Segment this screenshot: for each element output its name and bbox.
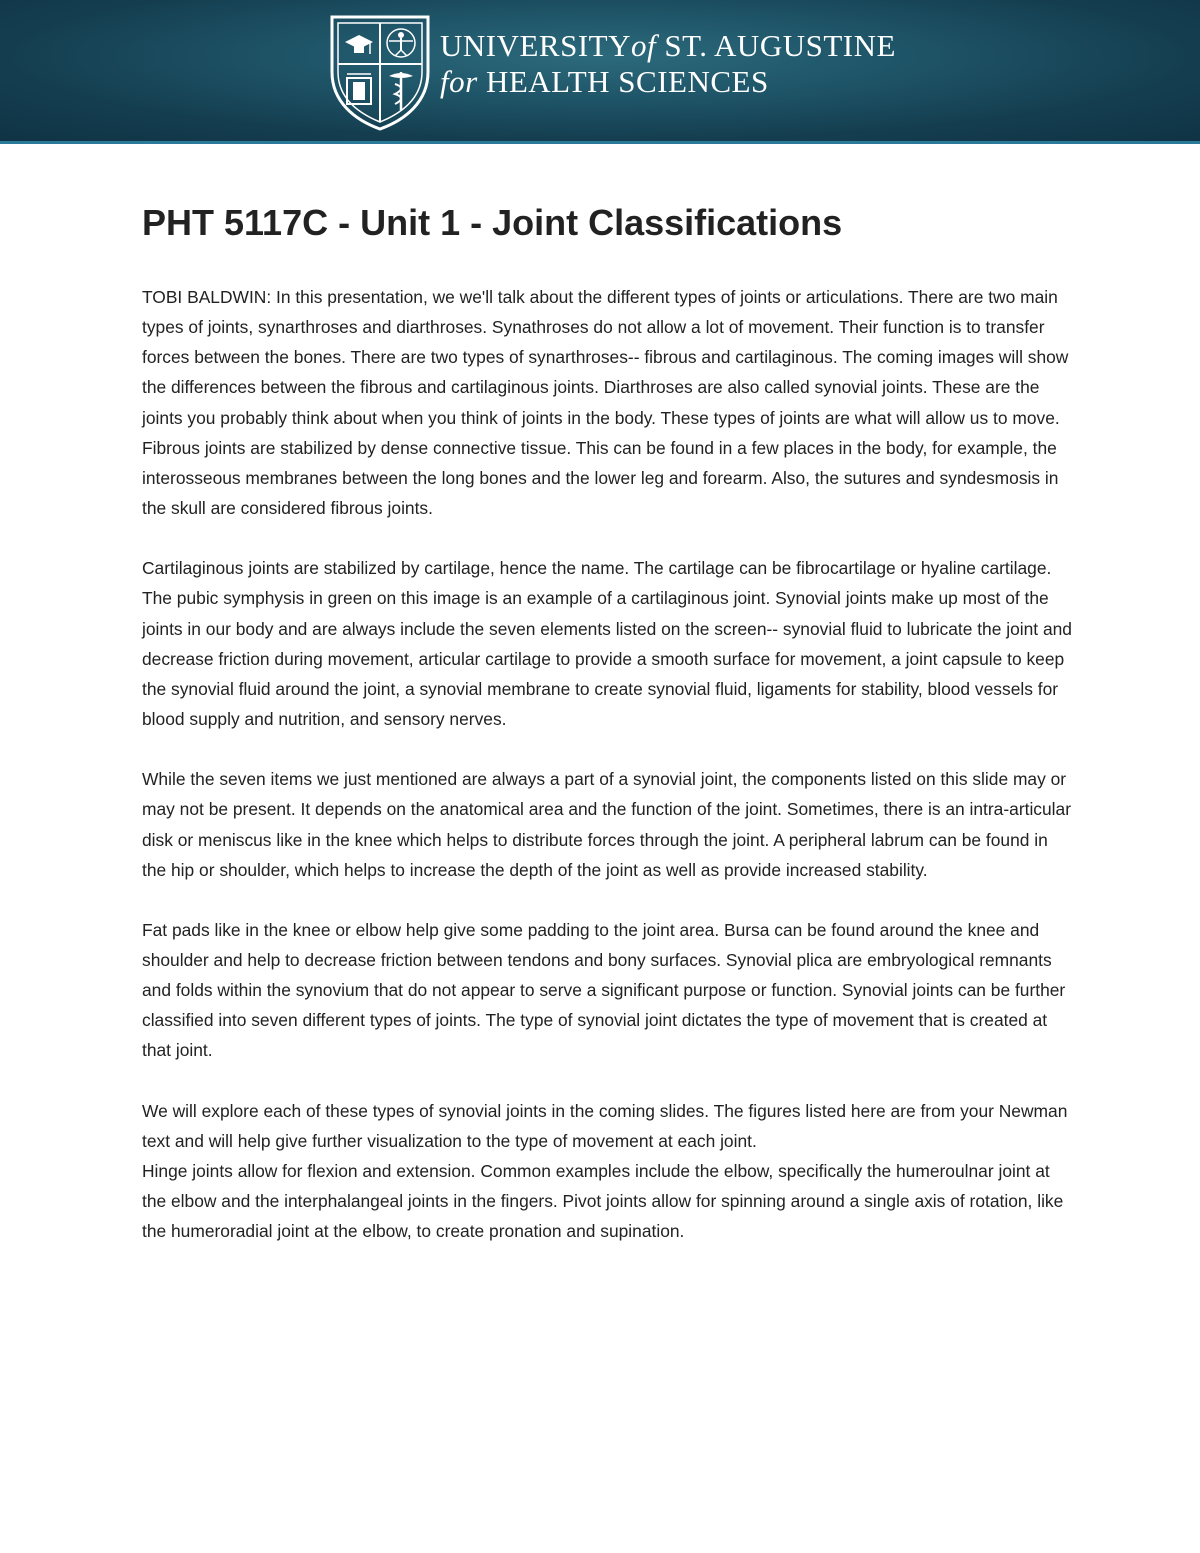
- paragraph-3: While the seven items we just mentioned are always a part of a synovial joint, the components listed on this slide may or may not be present. It depends on the anatomical area and the function of the joint. Sometimes, there is an intra-articular disk or meniscus like in the knee which helps to distribute forces through the joint. A peripheral labrum can be found in the hip or shoulder, which helps to increase the depth of the joint as well as provide increased stability.: [142, 769, 1071, 880]
- wordmark-line-2: [440, 66, 896, 97]
- wordmark-of: of: [631, 28, 657, 63]
- header-banner: [0, 0, 1200, 144]
- wordmark-line-1: [440, 30, 896, 66]
- paragraph-6: Hinge joints allow for flexion and extension. Common examples include the elbow, specifically the humeroulnar joint at the elbow and the interphalangeal joints in the fingers. Pivot joints allow for spinning around a single axis of rotation, like the humeroradial joint at the elbow, to create pronation and supination.: [142, 1160, 1064, 1242]
- university-shield-logo-icon: [329, 14, 431, 132]
- paragraph-4: Fat pads like in the knee or elbow help give some padding to the joint area. Bursa can be found around the knee and shoulder and help to decrease friction between tendons and bony surfaces. Synovial plica are embryological remnants and folds within the synovium that do not appear to serve a significant purpose or function. Synovial joints can be further classified into seven different types of joints. The type of synovial joint dictates the type of movement that is created at that joint.: [142, 919, 1066, 1061]
- document-title: PHT 5117C - Unit 1 - Joint Classifications: [142, 202, 843, 243]
- document-body: [142, 282, 1072, 1276]
- wordmark-university: UNIVERSITY: [440, 28, 631, 63]
- paragraph-1: TOBI BALDWIN: In this presentation, we we'll talk about the different types of joints or articulations. There are two main types of joints, synarthroses and diarthroses. Synathroses do not allow a lot of movement. Their function is to transfer forces between the bones. There are two types of synarthroses-- fibrous and cartilaginous. The coming images will show the differences between the fibrous and cartilaginous joints. Diarthroses are also called synovial joints. These are the joints you probably think about when you think of joints in the body. These types of joints are what will allow us to move. Fibrous joints are stabilized by dense connective tissue. This can be found in a few places in the body, for example, the interosseous membranes between the long bones and the lower leg and forearm. Also, the sutures and syndesmosis in the skull are considered fibrous joints.: [142, 287, 1069, 519]
- paragraph-2: Cartilaginous joints are stabilized by cartilage, hence the name. The cartilage can be fibrocartilage or hyaline cartilage. The pubic symphysis in green on this image is an example of a cartilaginous joint. Synovial joints make up most of the joints in our body and are always include the seven elements listed on the screen-- synovial fluid to lubricate the joint and decrease friction during movement, articular cartilage to provide a smooth surface for movement, a joint capsule to keep the synovial fluid around the joint, a synovial membrane to create synovial fluid, ligaments for stability, blood vessels for blood supply and nutrition, and sensory nerves.: [142, 558, 1072, 730]
- paragraph-5: We will explore each of these types of synovial joints in the coming slides. The figures listed here are from your Newman text and will help give further visualization to the type of movement at each joint.: [142, 1100, 1068, 1151]
- wordmark-health-sciences: HEALTH SCIENCES: [485, 64, 769, 99]
- university-wordmark: [440, 30, 896, 97]
- wordmark-for: for: [440, 64, 478, 99]
- wordmark-st-augustine: ST. AUGUSTINE: [664, 28, 896, 63]
